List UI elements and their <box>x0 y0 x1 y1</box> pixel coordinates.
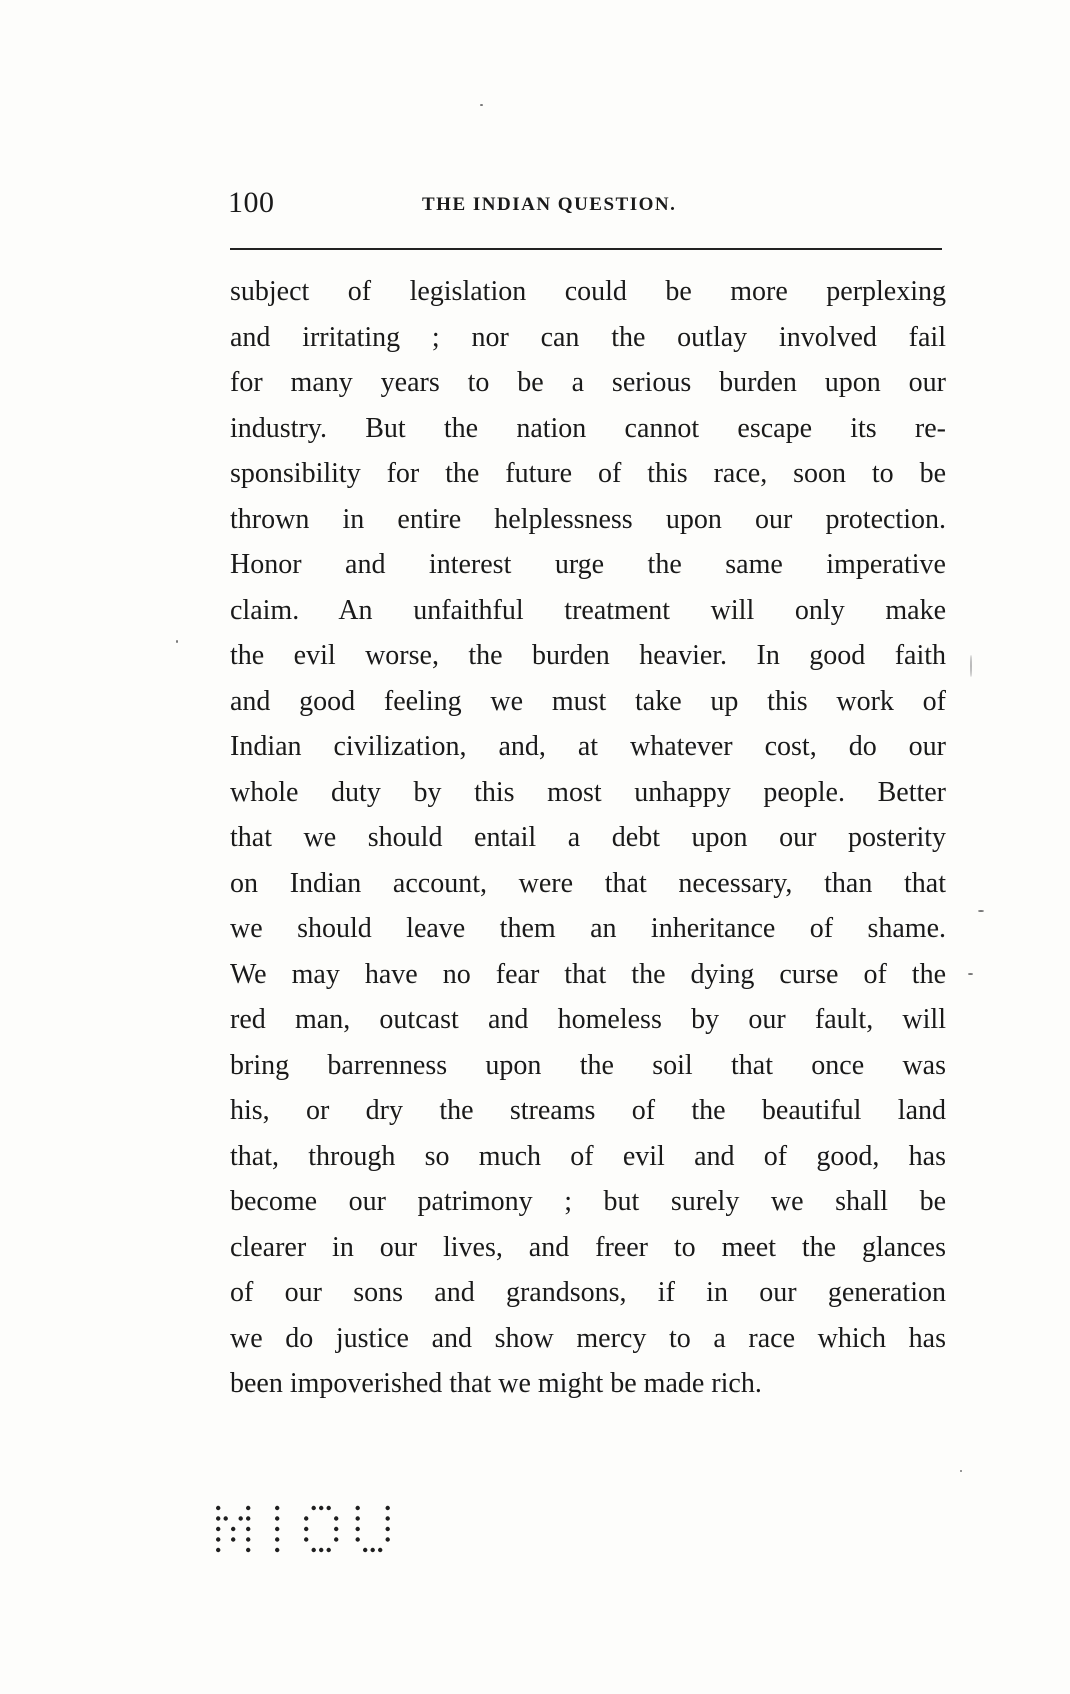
text-line: thrown in entire helplessness upon our protection. <box>230 503 946 535</box>
paper-speck <box>978 910 984 912</box>
text-line: Indian civilization, and, at whatever cost, do our <box>230 731 946 762</box>
paper-speck <box>968 973 973 975</box>
text-line: clearer in our lives, and freer to meet the glances <box>230 1231 946 1263</box>
text-line: that we should entail a debt upon our posterity <box>230 822 946 853</box>
perforated-library-stamp-icon <box>214 1502 404 1557</box>
paper-speck <box>970 655 972 677</box>
text-line: on Indian account, were that necessary, than that <box>230 867 946 899</box>
text-line: for many years to be a serious burden upon our <box>230 367 946 398</box>
text-line: been impoverished that we might be made rich. <box>230 1368 762 1399</box>
text-line: we do justice and show mercy to a race which has <box>230 1322 946 1354</box>
page-number: 100 <box>228 186 275 219</box>
text-line: sponsibility for the future of this race, soon to be <box>230 458 946 489</box>
body-text <box>230 269 946 1407</box>
text-line: and irritating ; nor can the outlay involved fail <box>230 321 946 353</box>
text-line: industry. But the nation cannot escape its re- <box>230 412 946 444</box>
text-line: that, through so much of evil and of good, has <box>230 1140 946 1172</box>
text-line: bring barrenness upon the soil that once was <box>230 1049 946 1081</box>
text-line: of our sons and grandsons, if in our generation <box>230 1277 946 1308</box>
text-line: We may have no fear that the dying curse of the <box>230 958 946 990</box>
running-head <box>228 186 943 226</box>
header-rule <box>230 248 942 250</box>
stamp-dots <box>214 1502 404 1557</box>
text-line: the evil worse, the burden heavier. In good faith <box>230 640 946 671</box>
text-line: whole duty by this most unhappy people. Better <box>230 776 946 808</box>
text-line: and good feeling we must take up this work of <box>230 685 946 717</box>
text-line: become our patrimony ; but surely we shall be <box>230 1186 946 1217</box>
text-line: we should leave them an inheritance of shame. <box>230 913 946 944</box>
paper-speck <box>480 104 483 106</box>
paper-speck <box>176 640 178 643</box>
text-line: subject of legislation could be more perplexing <box>230 276 946 307</box>
text-line: Honor and interest urge the same imperative <box>230 549 946 580</box>
paper-speck <box>960 1470 962 1472</box>
text-line: his, or dry the streams of the beautiful land <box>230 1095 946 1126</box>
text-line: claim. An unfaithful treatment will only make <box>230 594 946 626</box>
text-line: red man, outcast and homeless by our fault, will <box>230 1004 946 1035</box>
running-title: THE INDIAN QUESTION. <box>422 194 677 215</box>
